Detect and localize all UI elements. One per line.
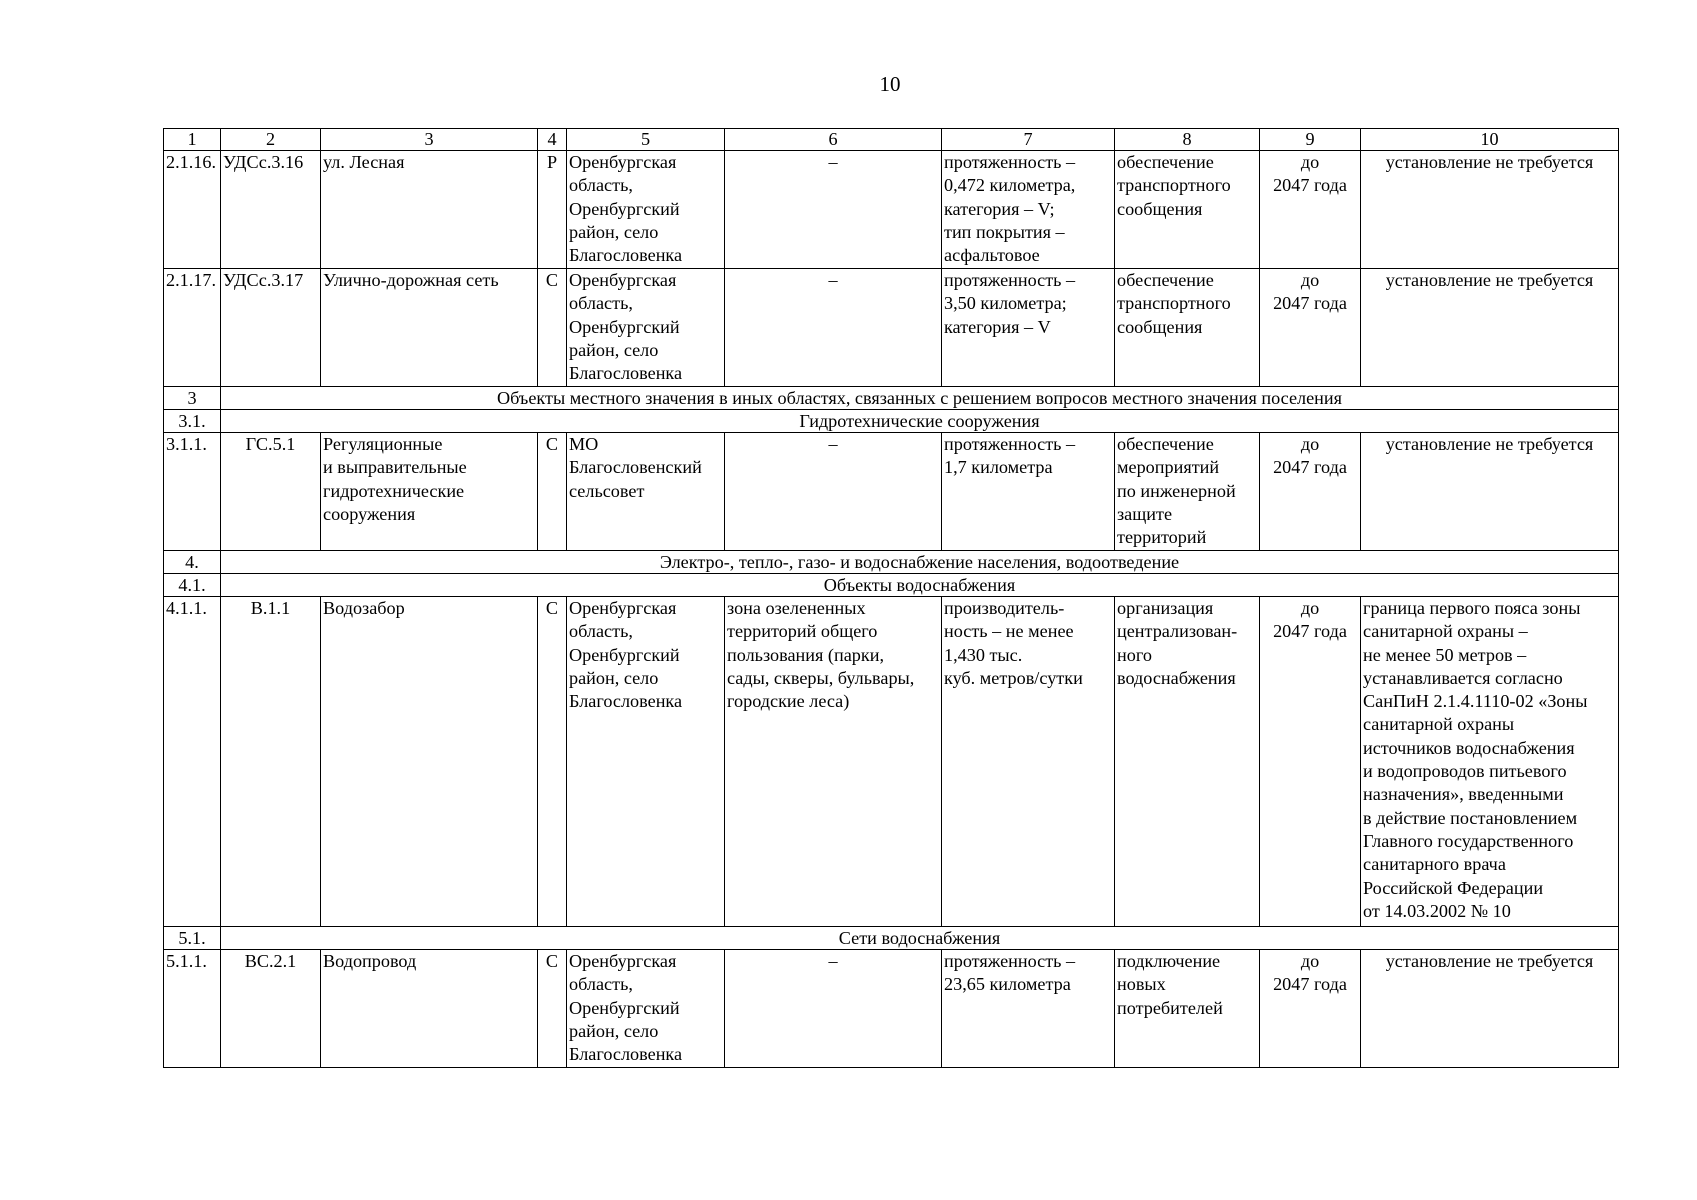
object-location: Оренбургская область, Оренбургский район, село Благословенка xyxy=(567,269,725,387)
section-row xyxy=(164,551,1619,574)
deadline: до 2047 года xyxy=(1260,597,1361,927)
section-row xyxy=(164,574,1619,597)
deadline: до 2047 года xyxy=(1260,950,1361,1068)
column-number: 2 xyxy=(221,129,321,151)
section-title: Электро-, тепло-, газо- и водоснабжение населения, водоотведение xyxy=(221,551,1619,574)
column-number: 9 xyxy=(1260,129,1361,151)
object-location: Оренбургская область, Оренбургский район, село Благословенка xyxy=(567,950,725,1068)
table-row xyxy=(164,950,1619,1068)
column-number: 8 xyxy=(1115,129,1260,151)
table-row xyxy=(164,269,1619,387)
objects-table xyxy=(163,128,1619,1068)
section-number: 4. xyxy=(164,551,221,574)
section-row xyxy=(164,927,1619,950)
object-location: МО Благословенский сельсовет xyxy=(567,433,725,551)
object-status: С xyxy=(538,597,567,927)
column-number: 1 xyxy=(164,129,221,151)
section-number: 5.1. xyxy=(164,927,221,950)
column-number: 3 xyxy=(321,129,538,151)
deadline: до 2047 года xyxy=(1260,151,1361,269)
functional-zone: – xyxy=(725,433,942,551)
section-row xyxy=(164,410,1619,433)
object-characteristics: протяженность – 1,7 километра xyxy=(942,433,1115,551)
object-name: Водопровод xyxy=(321,950,538,1068)
section-row xyxy=(164,387,1619,410)
restriction-zone: установление не требуется xyxy=(1361,269,1619,387)
table-row xyxy=(164,151,1619,269)
object-name: Водозабор xyxy=(321,597,538,927)
section-title: Гидротехнические сооружения xyxy=(221,410,1619,433)
section-title: Объекты местного значения в иных областях, связанных с решением вопросов местного значения поселения xyxy=(221,387,1619,410)
object-code: УДСс.3.16 xyxy=(221,151,321,269)
object-code: УДСс.3.17 xyxy=(221,269,321,387)
restriction-zone: граница первого пояса зоны санитарной охраны – не менее 50 метров – устанавливается согласно СанПиН 2.1.4.1110-02 «Зоны санитарной охраны источников водоснабжения и водопроводов питьевого назначения», введенными в действие постановлением Главного государственного санитарного врача Российской Федерации от 14.03.2002 № 10 xyxy=(1361,597,1619,927)
object-name: Регуляционные и выправительные гидротехнические сооружения xyxy=(321,433,538,551)
deadline: до 2047 года xyxy=(1260,433,1361,551)
row-number: 4.1.1. xyxy=(164,597,221,927)
functional-zone: – xyxy=(725,269,942,387)
object-name: ул. Лесная xyxy=(321,151,538,269)
object-name: Улично-дорожная сеть xyxy=(321,269,538,387)
object-characteristics: протяженность – 23,65 километра xyxy=(942,950,1115,1068)
functional-zone: зона озелененных территорий общего пользования (парки, сады, скверы, бульвары, городские леса) xyxy=(725,597,942,927)
object-purpose: обеспечение транспортного сообщения xyxy=(1115,151,1260,269)
object-code: В.1.1 xyxy=(221,597,321,927)
deadline: до 2047 года xyxy=(1260,269,1361,387)
row-number: 2.1.17. xyxy=(164,269,221,387)
restriction-zone: установление не требуется xyxy=(1361,433,1619,551)
section-number: 3 xyxy=(164,387,221,410)
object-characteristics: протяженность – 0,472 километра, категория – V; тип покрытия – асфальтовое xyxy=(942,151,1115,269)
functional-zone: – xyxy=(725,151,942,269)
row-number: 5.1.1. xyxy=(164,950,221,1068)
object-purpose: подключение новых потребителей xyxy=(1115,950,1260,1068)
column-numbers-row xyxy=(164,129,1619,151)
section-title: Сети водоснабжения xyxy=(221,927,1619,950)
object-location: Оренбургская область, Оренбургский район, село Благословенка xyxy=(567,597,725,927)
object-status: С xyxy=(538,433,567,551)
functional-zone: – xyxy=(725,950,942,1068)
object-location: Оренбургская область, Оренбургский район, село Благословенка xyxy=(567,151,725,269)
object-purpose: организация централизован- ного водоснабжения xyxy=(1115,597,1260,927)
object-code: ГС.5.1 xyxy=(221,433,321,551)
object-code: ВС.2.1 xyxy=(221,950,321,1068)
object-characteristics: протяженность – 3,50 километра; категория – V xyxy=(942,269,1115,387)
object-purpose: обеспечение транспортного сообщения xyxy=(1115,269,1260,387)
object-status: Р xyxy=(538,151,567,269)
object-characteristics: производитель- ность – не менее 1,430 тыс. куб. метров/сутки xyxy=(942,597,1115,927)
page-number: 10 xyxy=(879,72,901,96)
column-number: 10 xyxy=(1361,129,1619,151)
restriction-zone: установление не требуется xyxy=(1361,151,1619,269)
table-row xyxy=(164,433,1619,551)
column-number: 4 xyxy=(538,129,567,151)
column-number: 7 xyxy=(942,129,1115,151)
restriction-zone: установление не требуется xyxy=(1361,950,1619,1068)
column-number: 5 xyxy=(567,129,725,151)
object-purpose: обеспечение мероприятий по инженерной защите территорий xyxy=(1115,433,1260,551)
section-number: 3.1. xyxy=(164,410,221,433)
object-status: С xyxy=(538,269,567,387)
section-title: Объекты водоснабжения xyxy=(221,574,1619,597)
column-number: 6 xyxy=(725,129,942,151)
object-status: С xyxy=(538,950,567,1068)
table-row xyxy=(164,597,1619,927)
row-number: 2.1.16. xyxy=(164,151,221,269)
section-number: 4.1. xyxy=(164,574,221,597)
row-number: 3.1.1. xyxy=(164,433,221,551)
